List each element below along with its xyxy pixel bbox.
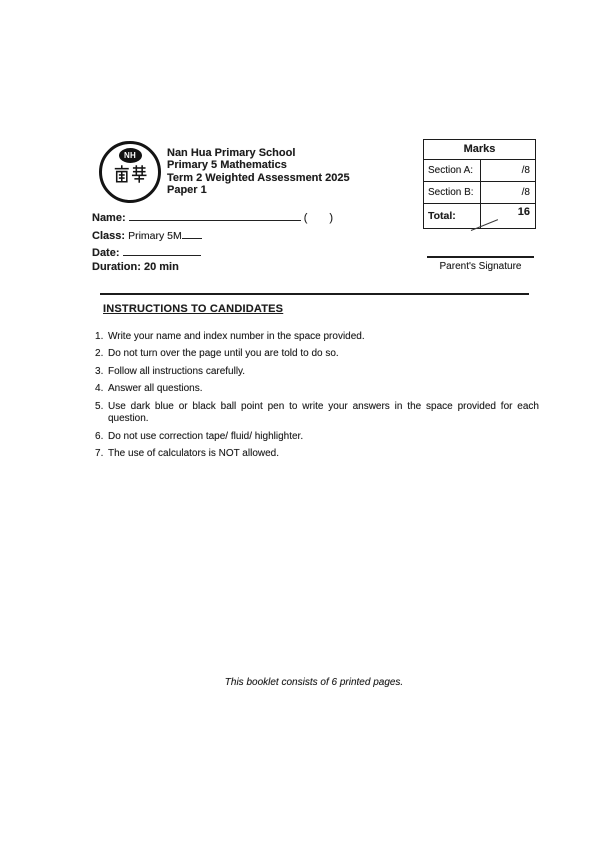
date-row: [92, 244, 201, 259]
assessment-line: Term 2 Weighted Assessment 2025: [167, 171, 350, 184]
marks-table-title: Marks: [424, 140, 535, 160]
duration-value: 20 min: [143, 261, 179, 273]
instruction-item: Write your name and index number in the space provided.: [108, 331, 365, 342]
section-divider-line: [100, 293, 529, 295]
instructions-title: INSTRUCTIONS TO CANDIDATES: [103, 303, 284, 315]
marks-row-section-a: [424, 160, 535, 182]
name-label: Name:: [92, 212, 126, 224]
duration-row: [92, 261, 179, 273]
school-header: [167, 147, 350, 197]
section-a-label: Section A:: [424, 160, 481, 181]
section-b-value: /8: [521, 187, 530, 198]
name-row: [92, 209, 333, 224]
index-open-paren: (: [303, 212, 308, 224]
logo-chinese-characters: [114, 165, 147, 183]
instructions-list: [95, 331, 539, 465]
class-label: Class:: [92, 230, 126, 242]
class-blank-line: [182, 227, 202, 239]
class-value: Primary 5M: [128, 230, 182, 242]
date-blank-line: [123, 244, 201, 256]
duration-label: Duration:: [92, 261, 141, 273]
instruction-item: Do not use correction tape/ fluid/ highlighter.: [108, 430, 304, 442]
class-row: [92, 227, 202, 242]
date-label: Date:: [92, 247, 120, 259]
index-close-paren: ): [329, 212, 334, 224]
paper-line: Paper 1: [167, 184, 207, 197]
name-blank-line: [129, 209, 301, 221]
logo-nh-monogram-icon: [119, 148, 142, 163]
instruction-item: The use of calculators is NOT allowed.: [108, 447, 280, 459]
signature-line: [427, 256, 534, 258]
school-name: Nan Hua Primary School: [167, 147, 296, 159]
section-b-label: Section B:: [424, 182, 481, 203]
instruction-item: Answer all questions.: [108, 383, 203, 395]
parent-signature-block: [427, 256, 534, 272]
booklet-page-count-note: This booklet consists of 6 printed pages.: [224, 677, 404, 688]
signature-label: Parent's Signature: [439, 261, 522, 272]
total-value: 16: [517, 206, 530, 218]
marks-row-section-b: [424, 182, 535, 204]
total-label: Total:: [424, 204, 481, 228]
instruction-item: Follow all instructions carefully.: [108, 365, 246, 377]
subject-line: Primary 5 Mathematics: [167, 159, 287, 172]
section-a-value: /8: [521, 165, 530, 176]
school-logo: [99, 141, 161, 203]
marks-table: [423, 139, 536, 229]
marks-row-total: [424, 204, 535, 228]
logo-initials: NH: [124, 151, 136, 160]
instruction-item: Use dark blue or black ball point pen to write your answers in the space provided for each question.: [108, 400, 539, 425]
instruction-item: Do not turn over the page until you are told to do so.: [108, 348, 339, 360]
